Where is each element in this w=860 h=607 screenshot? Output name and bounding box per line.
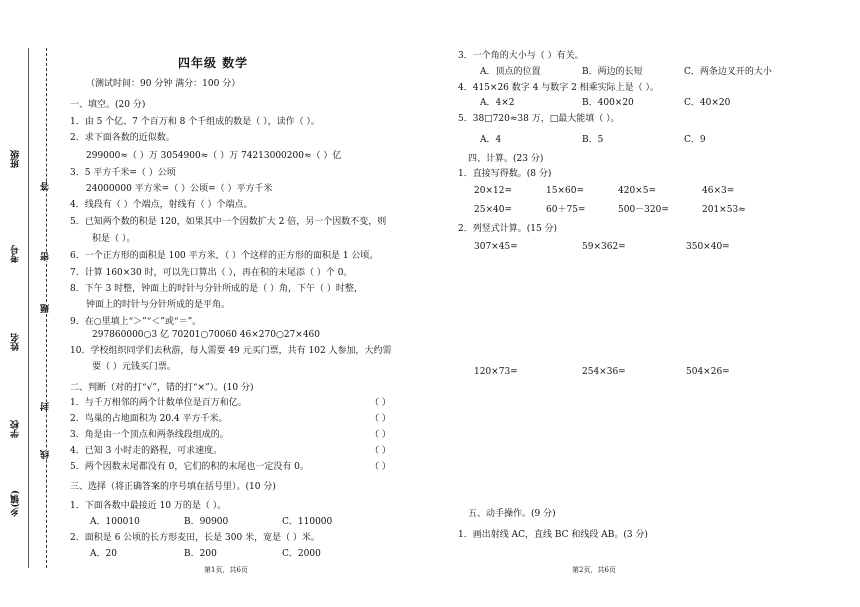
- calc-2-3: 500－320=: [618, 205, 669, 215]
- section-3-heading: 三、选择（将正确答案的序号填在括号里）。(10 分): [70, 482, 276, 492]
- s3-q3-option-c: C．两条边叉开的大小: [684, 67, 772, 77]
- exam-meta: （测试时间：90 分钟 满分：100 分）: [86, 79, 241, 89]
- s1-q5b: 积是（ ）。: [92, 234, 136, 244]
- s2-item-5: 5．两个因数末尾都没有 0，它们的积的末尾也一定没有 0。: [70, 462, 309, 472]
- s1-q8: 8．下午 3 时整，钟面上的时针与分针所成的是（ ）角，下午（ ）时整，: [70, 284, 363, 294]
- s3-q1-option-a: A．100010: [90, 517, 140, 527]
- s3-q4: 4．415×26 数字 4 与数字 2 相乘实际上是（ ）。: [458, 83, 660, 93]
- s2-item-3: 3．角是由一个顶点和两条线段组成的。: [70, 430, 229, 440]
- calc-1-4: 46×3=: [702, 186, 735, 196]
- s1-q7: 7．计算 160×30 时，可以先口算出（ ），再在积的末尾添（ ）个 0。: [70, 268, 353, 278]
- town-label: 乡(镇): [11, 490, 21, 517]
- s1-q8b: 钟面上的时针与分针所成的是平角。: [86, 300, 231, 310]
- s3-q5-option-b: B．5: [582, 135, 604, 145]
- class-label: 班级: [11, 150, 21, 168]
- binding-line: [28, 48, 29, 568]
- s2-answer-5: （ ）: [370, 462, 391, 472]
- calc-1-2: 15×60=: [546, 186, 584, 196]
- exam-number-label: 考号: [11, 245, 21, 263]
- s4-part-1: 1．直接写得数。(8 分): [458, 169, 552, 179]
- section-1-heading: 一、填空。(20 分): [70, 100, 146, 110]
- seal-char-mi: 密: [41, 252, 51, 261]
- page-2-footer: 第2页，共6页: [572, 566, 616, 574]
- calc-2-1: 25×40=: [474, 205, 512, 215]
- s2-item-2: 2．鸟巢的占地面积为 20.4 平方千米。: [70, 414, 228, 424]
- vertical-calc-6: 504×26=: [686, 367, 730, 377]
- s1-q2: 2．求下面各数的近似数。: [70, 133, 175, 143]
- s3-q1-option-b: B．90900: [184, 517, 229, 527]
- s3-q1-option-c: C．110000: [282, 517, 333, 527]
- s1-q10: 10．学校组织同学们去秋游，每人需要 49 元买门票，共有 102 人参加，大约需: [70, 346, 392, 356]
- s1-q9: 9．在○里填上“＞”“＜”或“＝”。: [70, 317, 202, 327]
- s3-q2-option-a: A．20: [90, 549, 117, 559]
- s3-q5-option-a: A．4: [480, 135, 502, 145]
- section-4-heading: 四、计算。(23 分): [468, 154, 544, 164]
- section-5-heading: 五、动手操作。(9 分): [468, 509, 556, 519]
- calc-2-2: 60＋75=: [546, 205, 586, 215]
- s2-answer-2: （ ）: [370, 414, 391, 424]
- s4-part-2: 2．列竖式计算。(15 分): [458, 224, 558, 234]
- s3-q4-option-b: B．400×20: [582, 98, 634, 108]
- s2-item-1: 1．与千万相邻的两个计数单位是百万和亿。: [70, 398, 247, 408]
- page-title: 四年级 数学: [178, 56, 249, 70]
- vertical-calc-4: 120×73=: [474, 367, 518, 377]
- s2-item-4: 4．已知 3 小时走的路程，可求速度。: [70, 446, 223, 456]
- s3-q4-option-c: C．40×20: [684, 98, 731, 108]
- vertical-calc-1: 307×45=: [474, 242, 518, 252]
- s1-q3: 3．5 平方千米=（ ）公顷: [70, 168, 176, 178]
- s1-q5: 5．已知两个数的积是 120，如果其中一个因数扩大 2 倍，另一个因数不变，则: [70, 217, 387, 227]
- school-label: 学校: [11, 420, 21, 438]
- s3-q3: 3．一个角的大小与（ ）有关。: [458, 51, 584, 61]
- s2-answer-4: （ ）: [370, 446, 391, 456]
- page-1-footer: 第1页，共6页: [204, 566, 248, 574]
- seal-char-ti: 题: [41, 304, 51, 313]
- vertical-calc-2: 59×362=: [582, 242, 626, 252]
- s3-q3-option-a: A．顶点的位置: [480, 67, 541, 77]
- s3-q5-option-c: C．9: [684, 135, 706, 145]
- seal-char-da: 答: [41, 182, 51, 191]
- calc-2-4: 201×53≈: [702, 205, 746, 215]
- s3-q5: 5．38□720≈38 万，□最大能填（ ）。: [458, 114, 620, 124]
- section-2-heading: 二、判断（对的打“√”，错的打“×”）。(10 分): [70, 383, 254, 393]
- calc-1-3: 420×5=: [618, 186, 656, 196]
- s1-q10b: 要（ ）元钱买门票。: [92, 362, 176, 372]
- calc-1-1: 20×12=: [474, 186, 512, 196]
- seal-char-xian: 线: [41, 450, 51, 459]
- s2-answer-1: （ ）: [370, 398, 391, 408]
- s1-q1: 1．由 5 个亿、7 个百万和 8 个千组成的数是（ ），读作（ ）。: [70, 117, 320, 127]
- s3-q4-option-a: A．4×2: [480, 98, 515, 108]
- vertical-calc-3: 350×40=: [686, 242, 730, 252]
- s3-q3-option-b: B．两边的长短: [582, 67, 643, 77]
- s3-q2: 2．面积是 6 公顷的长方形麦田，长是 300 米，宽是（ ）米。: [70, 533, 320, 543]
- s1-q6: 6．一个正方形的面积是 100 平方米，（ ）个这样的正方形的面积是 1 公顷。: [70, 251, 379, 261]
- s1-q4: 4．线段有（ ）个端点，射线有（ ）个端点。: [70, 200, 253, 210]
- name-label: 姓名: [11, 333, 21, 351]
- s1-q9a: 297860000○3 亿 70201○70060 46×270○27×460: [92, 330, 321, 340]
- s3-q2-option-b: B．200: [184, 549, 217, 559]
- s3-q1: 1．下面各数中最接近 10 万的是（ ）。: [70, 501, 227, 511]
- s3-q2-option-c: C．2000: [282, 549, 321, 559]
- s1-q3a: 24000000 平方米=（ ）公顷=（ ）平方千米: [86, 184, 273, 194]
- s5-q1: 1．画出射线 AC，直线 BC 和线段 AB。(3 分): [458, 530, 648, 540]
- seal-char-feng: 封: [41, 402, 51, 411]
- s1-q2a: 299000≈（ ）万 3054900≈（ ）万 74213000200≈（ ）亿: [86, 151, 342, 161]
- s2-answer-3: （ ）: [370, 430, 391, 440]
- vertical-calc-5: 254×36=: [582, 367, 626, 377]
